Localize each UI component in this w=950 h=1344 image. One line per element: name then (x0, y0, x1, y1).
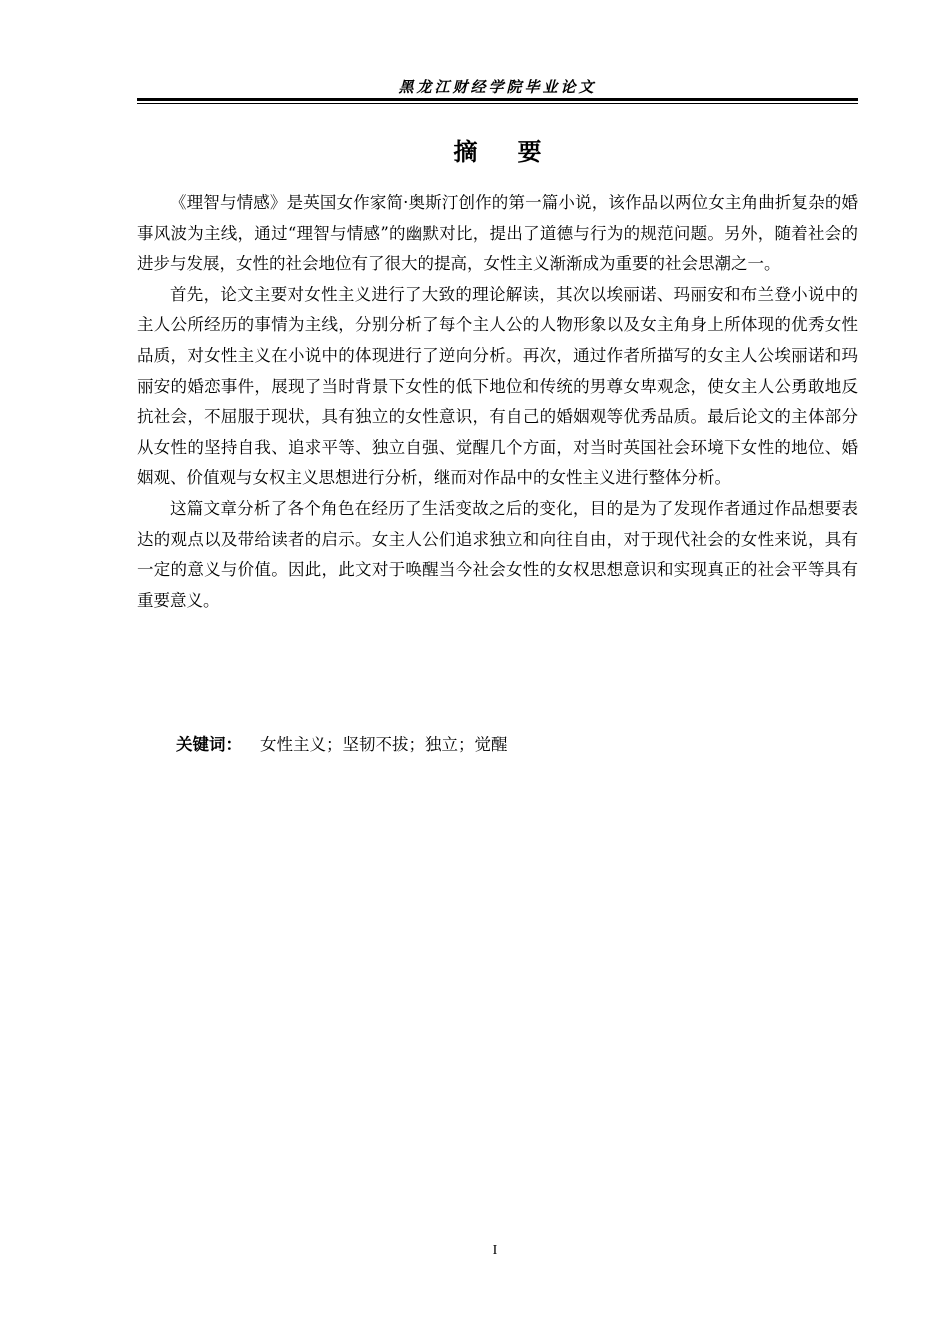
header-rule-thin (137, 103, 858, 104)
keywords-value: 女性主义；坚韧不拔；独立；觉醒 (260, 735, 508, 754)
abstract-paragraph-3: 这篇文章分析了各个角色在经历了生活变故之后的变化，目的是为了发现作者通过作品想要表达的观点以及带给读者的启示。女主人公们追求独立和向往自由，对于现代社会的女性来说，具有一定的意义与价值。因此，此文对于唤醒当今社会女性的女权思想意识和实现真正的社会平等具有重要意义。 (137, 498, 858, 610)
keywords-label: 关键词： (176, 735, 242, 754)
header-rule-thick (137, 98, 858, 101)
abstract-paragraph-1: 《理智与情感》是英国女作家简·奥斯汀创作的第一篇小说，该作品以两位女主角曲折复杂的婚事风波为主线，通过“理智与情感”的幽默对比，提出了道德与行为的规范问题。另外，随着社会的进步与发展，女性的社会地位有了很大的提高，女性主义渐渐成为重要的社会思潮之一。 (137, 193, 858, 274)
abstract-title: 摘要 (453, 138, 582, 166)
page-number: I (492, 1243, 498, 1258)
keywords-line (176, 732, 508, 758)
header-title: 黑龙江财经学院毕业论文 (398, 78, 597, 96)
abstract-body (137, 188, 858, 616)
abstract-paragraph-2: 首先，论文主要对女性主义进行了大致的理论解读，其次以埃丽诺、玛丽安和布兰登小说中的主人公所经历的事情为主线，分别分析了每个主人公的人物形象以及女主角身上所体现的优秀女性品质，对女性主义在小说中的体现进行了逆向分析。再次，通过作者所描写的女主人公埃丽诺和玛丽安的婚恋事件，展现了当时背景下女性的低下地位和传统的男尊女卑观念，使女主人公勇敢地反抗社会，不屈服于现状，具有独立的女性意识，有自己的婚姻观等优秀品质。最后论文的主体部分从女性的坚持自我、追求平等、独立自强、觉醒几个方面，对当时英国社会环境下女性的地位、婚姻观、价值观与女权主义思想进行分析，继而对作品中的女性主义进行整体分析。 (137, 284, 858, 488)
